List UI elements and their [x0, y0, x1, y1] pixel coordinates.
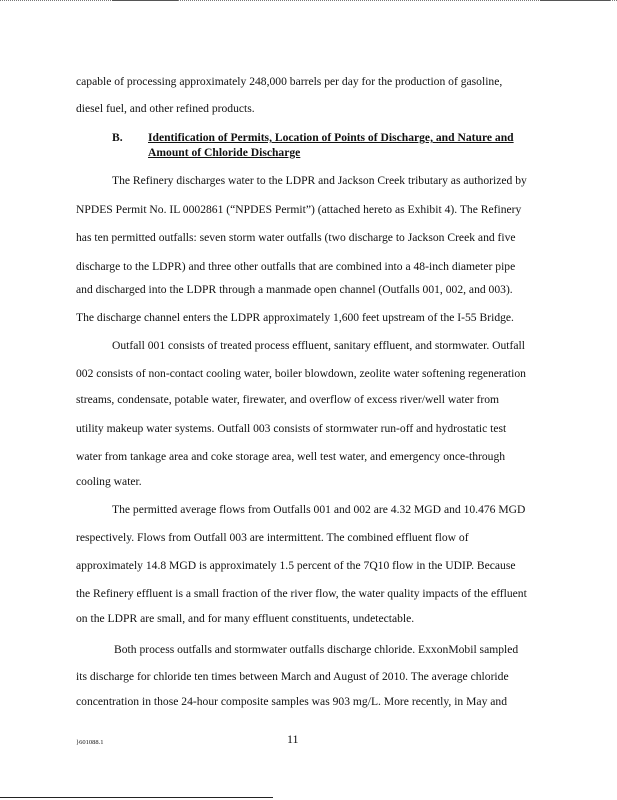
body-line: its discharge for chloride ten times between March and August of 2010. The average chloride	[76, 670, 509, 683]
body-line: NPDES Permit No. IL 0002861 (“NPDES Permit”) (attached hereto as Exhibit 4). The Refinery	[76, 203, 522, 216]
document-code: }601088.1	[76, 739, 104, 746]
top-edge-mark	[112, 0, 178, 1]
page-number: 11	[287, 732, 299, 746]
body-line: the Refinery effluent is a small fraction of the river flow, the water quality impacts of the effluent	[76, 587, 527, 600]
body-line: on the LDPR are small, and for many effluent constituents, undetectable.	[76, 612, 415, 625]
body-line: The Refinery discharges water to the LDPR and Jackson Creek tributary as authorized by	[112, 174, 527, 187]
body-line: The permitted average flows from Outfalls 001 and 002 are 4.32 MGD and 10.476 MGD	[112, 503, 526, 516]
section-letter: B.	[112, 131, 123, 144]
body-line: discharge to the LDPR) and three other outfalls that are combined into a 48-inch diameter pipe	[76, 260, 516, 273]
body-line: Both process outfalls and stormwater outfalls discharge chloride. ExxonMobil sampled	[114, 643, 519, 656]
body-line: and discharged into the LDPR through a manmade open channel (Outfalls 001, 002, and 003).	[76, 283, 513, 296]
body-line: capable of processing approximately 248,000 barrels per day for the production of gasoline,	[76, 75, 503, 88]
bottom-edge-rule	[0, 797, 273, 798]
body-line: concentration in those 24-hour composite samples was 903 mg/L. More recently, in May and	[76, 695, 508, 708]
body-line: cooling water.	[76, 475, 142, 488]
body-line: diesel fuel, and other refined products.	[76, 102, 255, 115]
top-edge-mark	[540, 0, 610, 1]
body-line: Outfall 001 consists of treated process effluent, sanitary effluent, and stormwater. Outfall	[112, 339, 525, 352]
body-line: 002 consists of non-contact cooling water, boiler blowdown, zeolite water softening regeneration	[76, 367, 526, 380]
section-heading-line-1: Identification of Permits, Location of Points of Discharge, and Nature and	[148, 131, 514, 144]
section-heading-line-2: Amount of Chloride Discharge	[148, 146, 301, 159]
body-line: streams, condensate, potable water, firewater, and overflow of excess river/well water from	[76, 393, 500, 406]
top-edge-rule	[0, 0, 617, 2]
body-line: The discharge channel enters the LDPR approximately 1,600 feet upstream of the I-55 Bridge.	[76, 311, 514, 324]
body-line: respectively. Flows from Outfall 003 are intermittent. The combined effluent flow of	[76, 531, 469, 544]
body-line: water from tankage area and coke storage area, well test water, and emergency once-through	[76, 450, 506, 463]
body-line: approximately 14.8 MGD is approximately 1.5 percent of the 7Q10 flow in the UDIP. Because	[76, 559, 516, 572]
body-line: has ten permitted outfalls: seven storm water outfalls (two discharge to Jackson Creek and five	[76, 231, 516, 244]
body-line: utility makeup water systems. Outfall 003 consists of stormwater run-off and hydrostatic test	[76, 422, 507, 435]
